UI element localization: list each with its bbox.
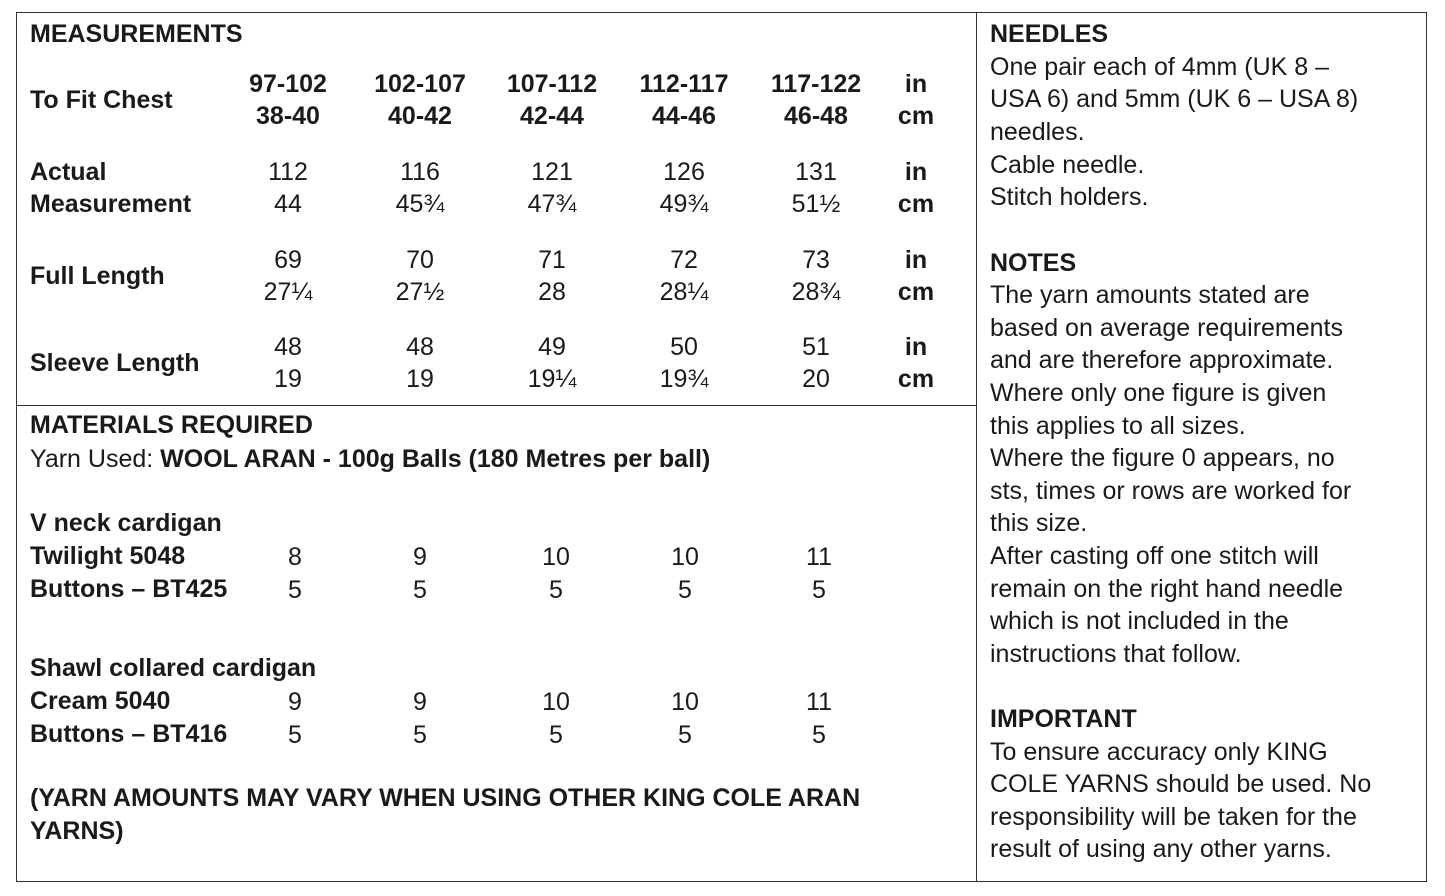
value-cell: 73 28¾ xyxy=(791,246,841,306)
material-value: 5 xyxy=(678,576,692,604)
notes-line: instructions that follow. xyxy=(990,640,1242,668)
material-item-label: Cream 5040 xyxy=(30,687,171,715)
material-value: 9 xyxy=(413,688,427,716)
unit-label: in cm xyxy=(897,158,935,218)
material-value: 8 xyxy=(288,543,302,571)
notes-line: sts, times or rows are worked for xyxy=(990,477,1352,505)
size-header-5: 117-122 46-48 xyxy=(770,70,862,130)
material-value: 10 xyxy=(542,688,570,716)
yarn-used-line xyxy=(30,445,710,474)
material-value: 10 xyxy=(542,543,570,571)
yarn-used-prefix: Yarn Used: xyxy=(30,445,161,473)
material-value: 11 xyxy=(806,543,832,571)
value-cell: 71 28 xyxy=(538,246,566,306)
column-divider xyxy=(976,12,977,882)
size-header-1: 97-102 38-40 xyxy=(249,70,327,130)
material-item-label: Buttons – BT425 xyxy=(30,575,228,603)
material-value: 5 xyxy=(413,721,427,749)
material-value: 5 xyxy=(549,576,563,604)
material-value: 5 xyxy=(413,576,427,604)
yarn-note-line-2: YARNS) xyxy=(30,817,124,845)
material-value: 5 xyxy=(288,576,302,604)
material-item-label: Twilight 5048 xyxy=(30,542,186,570)
material-value: 5 xyxy=(812,721,826,749)
value-cell: 112 44 xyxy=(268,158,308,218)
needles-heading: NEEDLES xyxy=(990,20,1109,48)
important-line: To ensure accuracy only KING xyxy=(990,738,1328,766)
material-value: 5 xyxy=(812,576,826,604)
measurements-heading: MEASUREMENTS xyxy=(30,20,243,48)
value-cell: 70 27½ xyxy=(395,246,445,306)
value-cell: 51 20 xyxy=(802,333,830,393)
material-value: 5 xyxy=(549,721,563,749)
material-value: 10 xyxy=(671,543,699,571)
notes-line: The yarn amounts stated are xyxy=(990,281,1310,309)
row-label-to-fit-chest: To Fit Chest xyxy=(30,86,173,114)
value-cell: 116 45¾ xyxy=(395,158,445,218)
size-header-2: 102-107 40-42 xyxy=(374,70,466,130)
row-label-full-length: Full Length xyxy=(30,262,165,290)
value-cell: 69 27¼ xyxy=(263,246,313,306)
notes-line: this applies to all sizes. xyxy=(990,412,1246,440)
row-label-sleeve-length: Sleeve Length xyxy=(30,349,200,377)
needles-line: USA 6) and 5mm (UK 6 – USA 8) xyxy=(990,85,1359,113)
needles-line: needles. xyxy=(990,118,1085,146)
yarn-note-line-1: (YARN AMOUNTS MAY VARY WHEN USING OTHER KING COLE ARAN xyxy=(30,784,861,812)
value-cell: 131 51½ xyxy=(791,158,841,218)
section-divider xyxy=(16,405,977,406)
material-item-label: Buttons – BT416 xyxy=(30,720,228,748)
value-cell: 48 19 xyxy=(274,333,302,393)
notes-line: and are therefore approximate. xyxy=(990,346,1334,374)
notes-line: After casting off one stitch will xyxy=(990,542,1319,570)
material-value: 9 xyxy=(413,543,427,571)
value-cell: 72 28¼ xyxy=(659,246,709,306)
important-line: responsibility will be taken for the xyxy=(990,803,1357,831)
size-header-3: 107-112 42-44 xyxy=(506,70,598,130)
material-value: 11 xyxy=(806,688,832,716)
size-header-4: 112-117 44-46 xyxy=(639,70,729,130)
notes-heading: NOTES xyxy=(990,249,1077,277)
value-cell: 48 19 xyxy=(406,333,434,393)
notes-line: remain on the right hand needle xyxy=(990,575,1344,603)
value-cell: 49 19¼ xyxy=(527,333,577,393)
value-cell: 50 19¾ xyxy=(659,333,709,393)
notes-line: Where only one figure is given xyxy=(990,379,1327,407)
material-value: 5 xyxy=(678,721,692,749)
notes-line: which is not included in the xyxy=(990,607,1289,635)
important-line: COLE YARNS should be used. No xyxy=(990,770,1372,798)
material-value: 10 xyxy=(671,688,699,716)
notes-line: based on average requirements xyxy=(990,314,1344,342)
needles-line: Stitch holders. xyxy=(990,183,1149,211)
yarn-used-value: WOOL ARAN - 100g Balls (180 Metres per ball) xyxy=(160,445,711,473)
notes-line: Where the figure 0 appears, no xyxy=(990,444,1335,472)
material-value: 5 xyxy=(288,721,302,749)
needles-line: Cable needle. xyxy=(990,151,1145,179)
needles-line: One pair each of 4mm (UK 8 – xyxy=(990,53,1330,81)
materials-heading: MATERIALS REQUIRED xyxy=(30,411,313,439)
unit-label: in cm xyxy=(897,333,935,393)
group-heading-shawl-collared: Shawl collared cardigan xyxy=(30,654,317,682)
unit-label: in cm xyxy=(897,70,935,130)
material-value: 9 xyxy=(288,688,302,716)
important-line: result of using any other yarns. xyxy=(990,835,1332,863)
important-heading: IMPORTANT xyxy=(990,705,1137,733)
value-cell: 126 49¾ xyxy=(659,158,709,218)
unit-label: in cm xyxy=(897,246,935,306)
notes-line: this size. xyxy=(990,509,1088,537)
row-label-actual-measurement: Actual Measurement xyxy=(30,158,192,218)
group-heading-v-neck: V neck cardigan xyxy=(30,509,222,537)
value-cell: 121 47¾ xyxy=(527,158,577,218)
